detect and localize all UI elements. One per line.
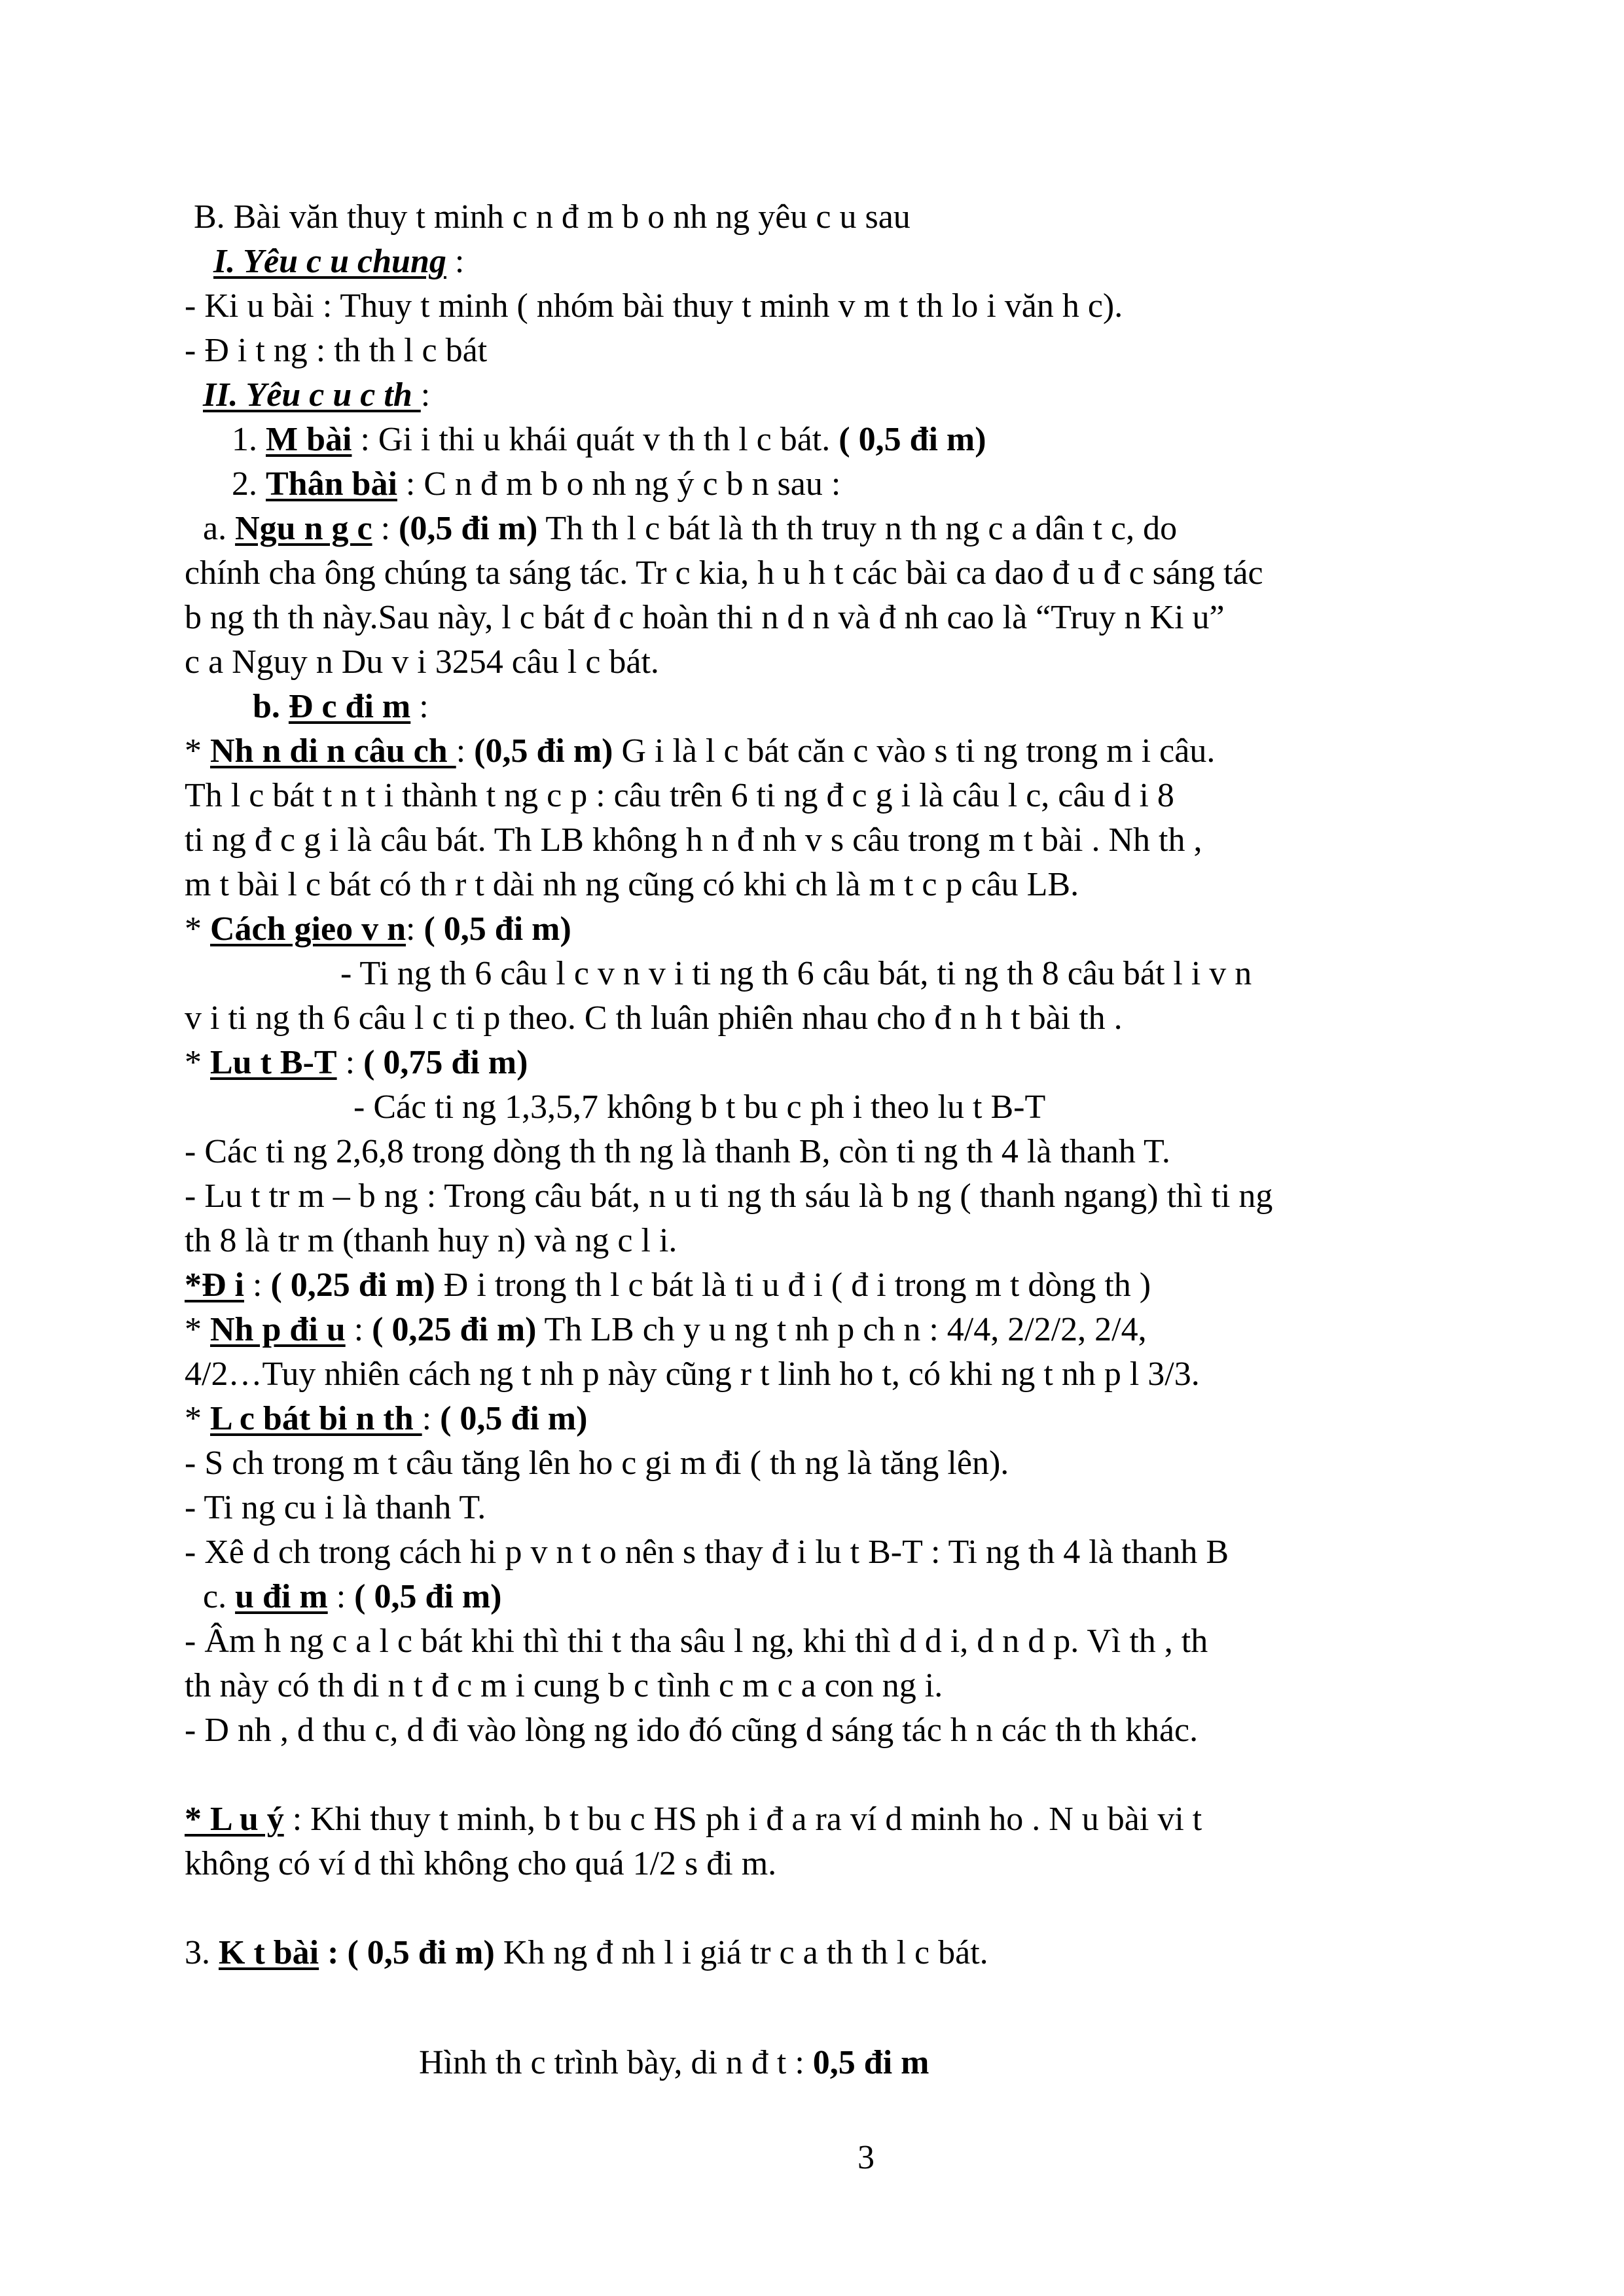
text-line: - Các ti ng 2,6,8 trong dòng th th ng là thanh B, còn ti ng th 4 là thanh T. — [185, 1133, 1170, 1170]
presentation-score: Hình th c trình bày, di n đ t : 0,5 đi m — [419, 2044, 929, 2081]
item-than-bai: 2. Thân bài : C n đ m b o nh ng ý c b n sau : — [232, 465, 841, 503]
text-line: 4/2…Tuy nhiên cách ng t nh p này cũng r t linh ho t, có khi ng t nh p l 3/3. — [185, 1355, 1200, 1393]
page-number: 3 — [857, 2139, 875, 2176]
text-line: - Ti ng th 6 câu l c v n v i ti ng th 6 câu bát, ti ng th 8 câu bát l i v n — [340, 955, 1252, 992]
item-uu-diem: c. u đi m : ( 0,5 đi m) — [203, 1578, 502, 1615]
item-doi: *Đ i : ( 0,25 đi m) Đ i trong th l c bát là ti u đ i ( đ i trong m t dòng th ) — [185, 1266, 1151, 1304]
text-line: - S ch trong m t câu tăng lên ho c gi m đi ( th ng là tăng lên). — [185, 1444, 1009, 1482]
item-mo-bai: 1. M bài : Gi i thi u khái quát v th th l c bát. ( 0,5 đi m) — [232, 421, 986, 458]
text-line: - Đ i t ng : th th l c bát — [185, 332, 488, 369]
item-dac-diem: b. Đ c đi m : — [253, 688, 429, 725]
text-line: - D nh , d thu c, d đi vào lòng ng ido đó cũng d sáng tác h n các th th khác. — [185, 1712, 1199, 1749]
item-luc-bat-bien-the: * L c bát bi n th : ( 0,5 đi m) — [185, 1400, 588, 1437]
item-luat-bt: * Lu t B-T : ( 0,75 đi m) — [185, 1044, 528, 1081]
text-line: - Lu t tr m – b ng : Trong câu bát, n u ti ng th sáu là b ng ( thanh ngang) thì ti ng — [185, 1177, 1273, 1215]
text-line: - Xê d ch trong cách hi p v n t o nên s thay đ i lu t B-T : Ti ng th 4 là thanh B — [185, 1534, 1229, 1571]
text-line: v i ti ng th 6 câu l c ti p theo. C th luân phiên nhau cho đ n h t bài th . — [185, 999, 1123, 1037]
item-ket-bai: 3. K t bài : ( 0,5 đi m) Kh ng đ nh l i giá tr c a th th l c bát. — [185, 1934, 988, 1971]
text-line: c a Nguy n Du v i 3254 câu l c bát. — [185, 643, 659, 681]
text-line: th này có th di n t đ c m i cung b c tình c m c a con ng i. — [185, 1667, 943, 1704]
text-line: không có ví d thì không cho quá 1/2 s đi m. — [185, 1845, 777, 1882]
note-luu-y: * L u ý : Khi thuy t minh, b t bu c HS ph i đ a ra ví d minh ho . N u bài vi t — [185, 1801, 1202, 1838]
text-line: ti ng đ c g i là câu bát. Th LB không h n đ nh v s câu trong m t bài . Nh th , — [185, 821, 1202, 859]
item-nhan-dien: * Nh n di n câu ch : (0,5 đi m) G i là l c bát căn c vào s ti ng trong m i câu. — [185, 732, 1216, 770]
section-b-intro: B. Bài văn thuy t minh c n đ m b o nh ng yêu c u sau — [194, 198, 911, 236]
text-line: chính cha ông chúng ta sáng tác. Tr c kia, h u h t các bài ca dao đ u đ c sáng tác — [185, 554, 1263, 592]
text-line: b ng th th này.Sau này, l c bát đ c hoàn thi n d n và đ nh cao là “Truy n Ki u” — [185, 599, 1225, 636]
heading-specific-requirements: II. Yêu c u c th : — [203, 376, 431, 414]
item-nguon-goc: a. Ngu n g c : (0,5 đi m) Th th l c bát là th th truy n th ng c a dân t c, do — [203, 510, 1178, 547]
text-line: - Ti ng cu i là thanh T. — [185, 1489, 486, 1526]
text-line: - Âm h ng c a l c bát khi thì thi t tha sâu l ng, khi thì d d i, d n d p. Vì th , th — [185, 1623, 1208, 1660]
item-nhip-dieu: * Nh p đi u : ( 0,25 đi m) Th LB ch y u ng t nh p ch n : 4/4, 2/2/2, 2/4, — [185, 1311, 1147, 1348]
text-line: m t bài l c bát có th r t dài nh ng cũng có khi ch là m t c p câu LB. — [185, 866, 1079, 903]
text-line: Th l c bát t n t i thành t ng c p : câu trên 6 ti ng đ c g i là câu l c, câu d i 8 — [185, 777, 1174, 814]
item-gieo-van: * Cách gieo v n: ( 0,5 đi m) — [185, 910, 571, 948]
text-line: th 8 là tr m (thanh huy n) và ng c l i. — [185, 1222, 677, 1259]
text-line: - Các ti ng 1,3,5,7 không b t bu c ph i theo lu t B-T — [353, 1088, 1046, 1126]
text-line: - Ki u bài : Thuy t minh ( nhóm bài thuy t minh v m t th lo i văn h c). — [185, 287, 1123, 325]
heading-general-requirements: I. Yêu c u chung : — [213, 243, 465, 280]
